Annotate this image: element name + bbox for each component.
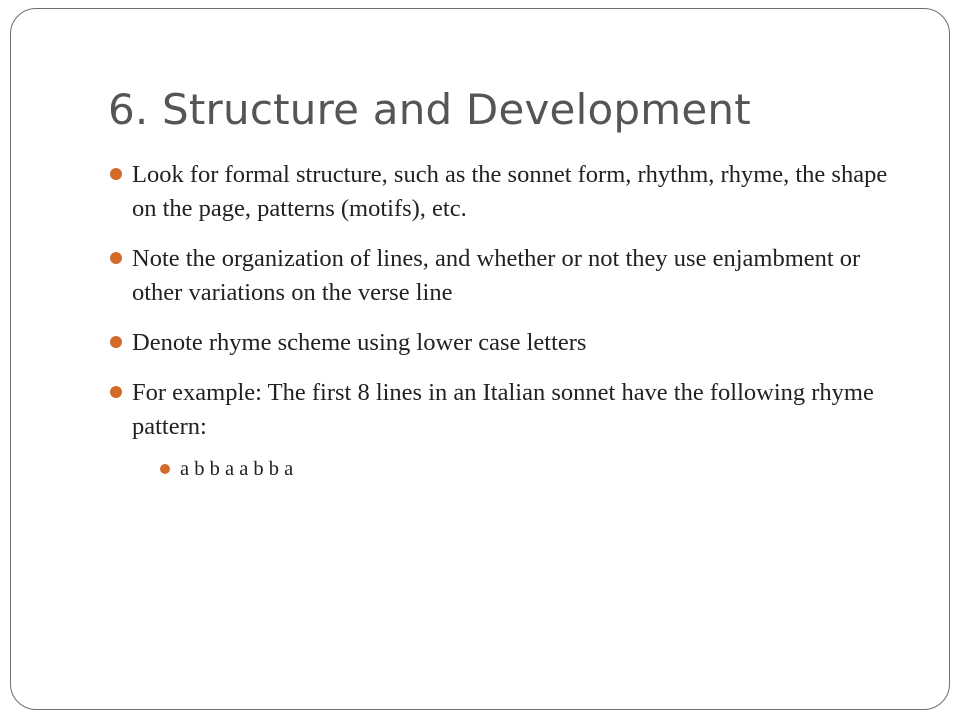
bullet-list <box>108 158 898 500</box>
bullet-text: Note the organization of lines, and whether or not they use enjambment or other variations on the verse line <box>132 245 861 306</box>
bullet-item <box>108 158 898 226</box>
bullet-text: Denote rhyme scheme using lower case letters <box>132 329 587 356</box>
bullet-dot-icon <box>110 386 122 398</box>
bullet-text: For example: The first 8 lines in an Italian sonnet have the following rhyme pattern: <box>132 379 874 440</box>
bullet-dot-icon <box>110 336 122 348</box>
bullet-item <box>108 242 898 310</box>
sub-bullet-item <box>160 454 898 484</box>
bullet-text: Look for formal structure, such as the sonnet form, rhythm, rhyme, the shape on the page, patterns (motifs), etc. <box>132 161 888 222</box>
bullet-dot-icon <box>110 168 122 180</box>
bullet-dot-icon <box>110 252 122 264</box>
sub-bullet-text: a b b a a b b a <box>180 458 294 480</box>
bullet-item <box>108 376 898 484</box>
slide-title: 6. Structure and Development <box>108 85 751 134</box>
sub-bullet-dot-icon <box>160 464 170 474</box>
bullet-item <box>108 326 898 360</box>
sub-bullet-list <box>132 454 898 484</box>
